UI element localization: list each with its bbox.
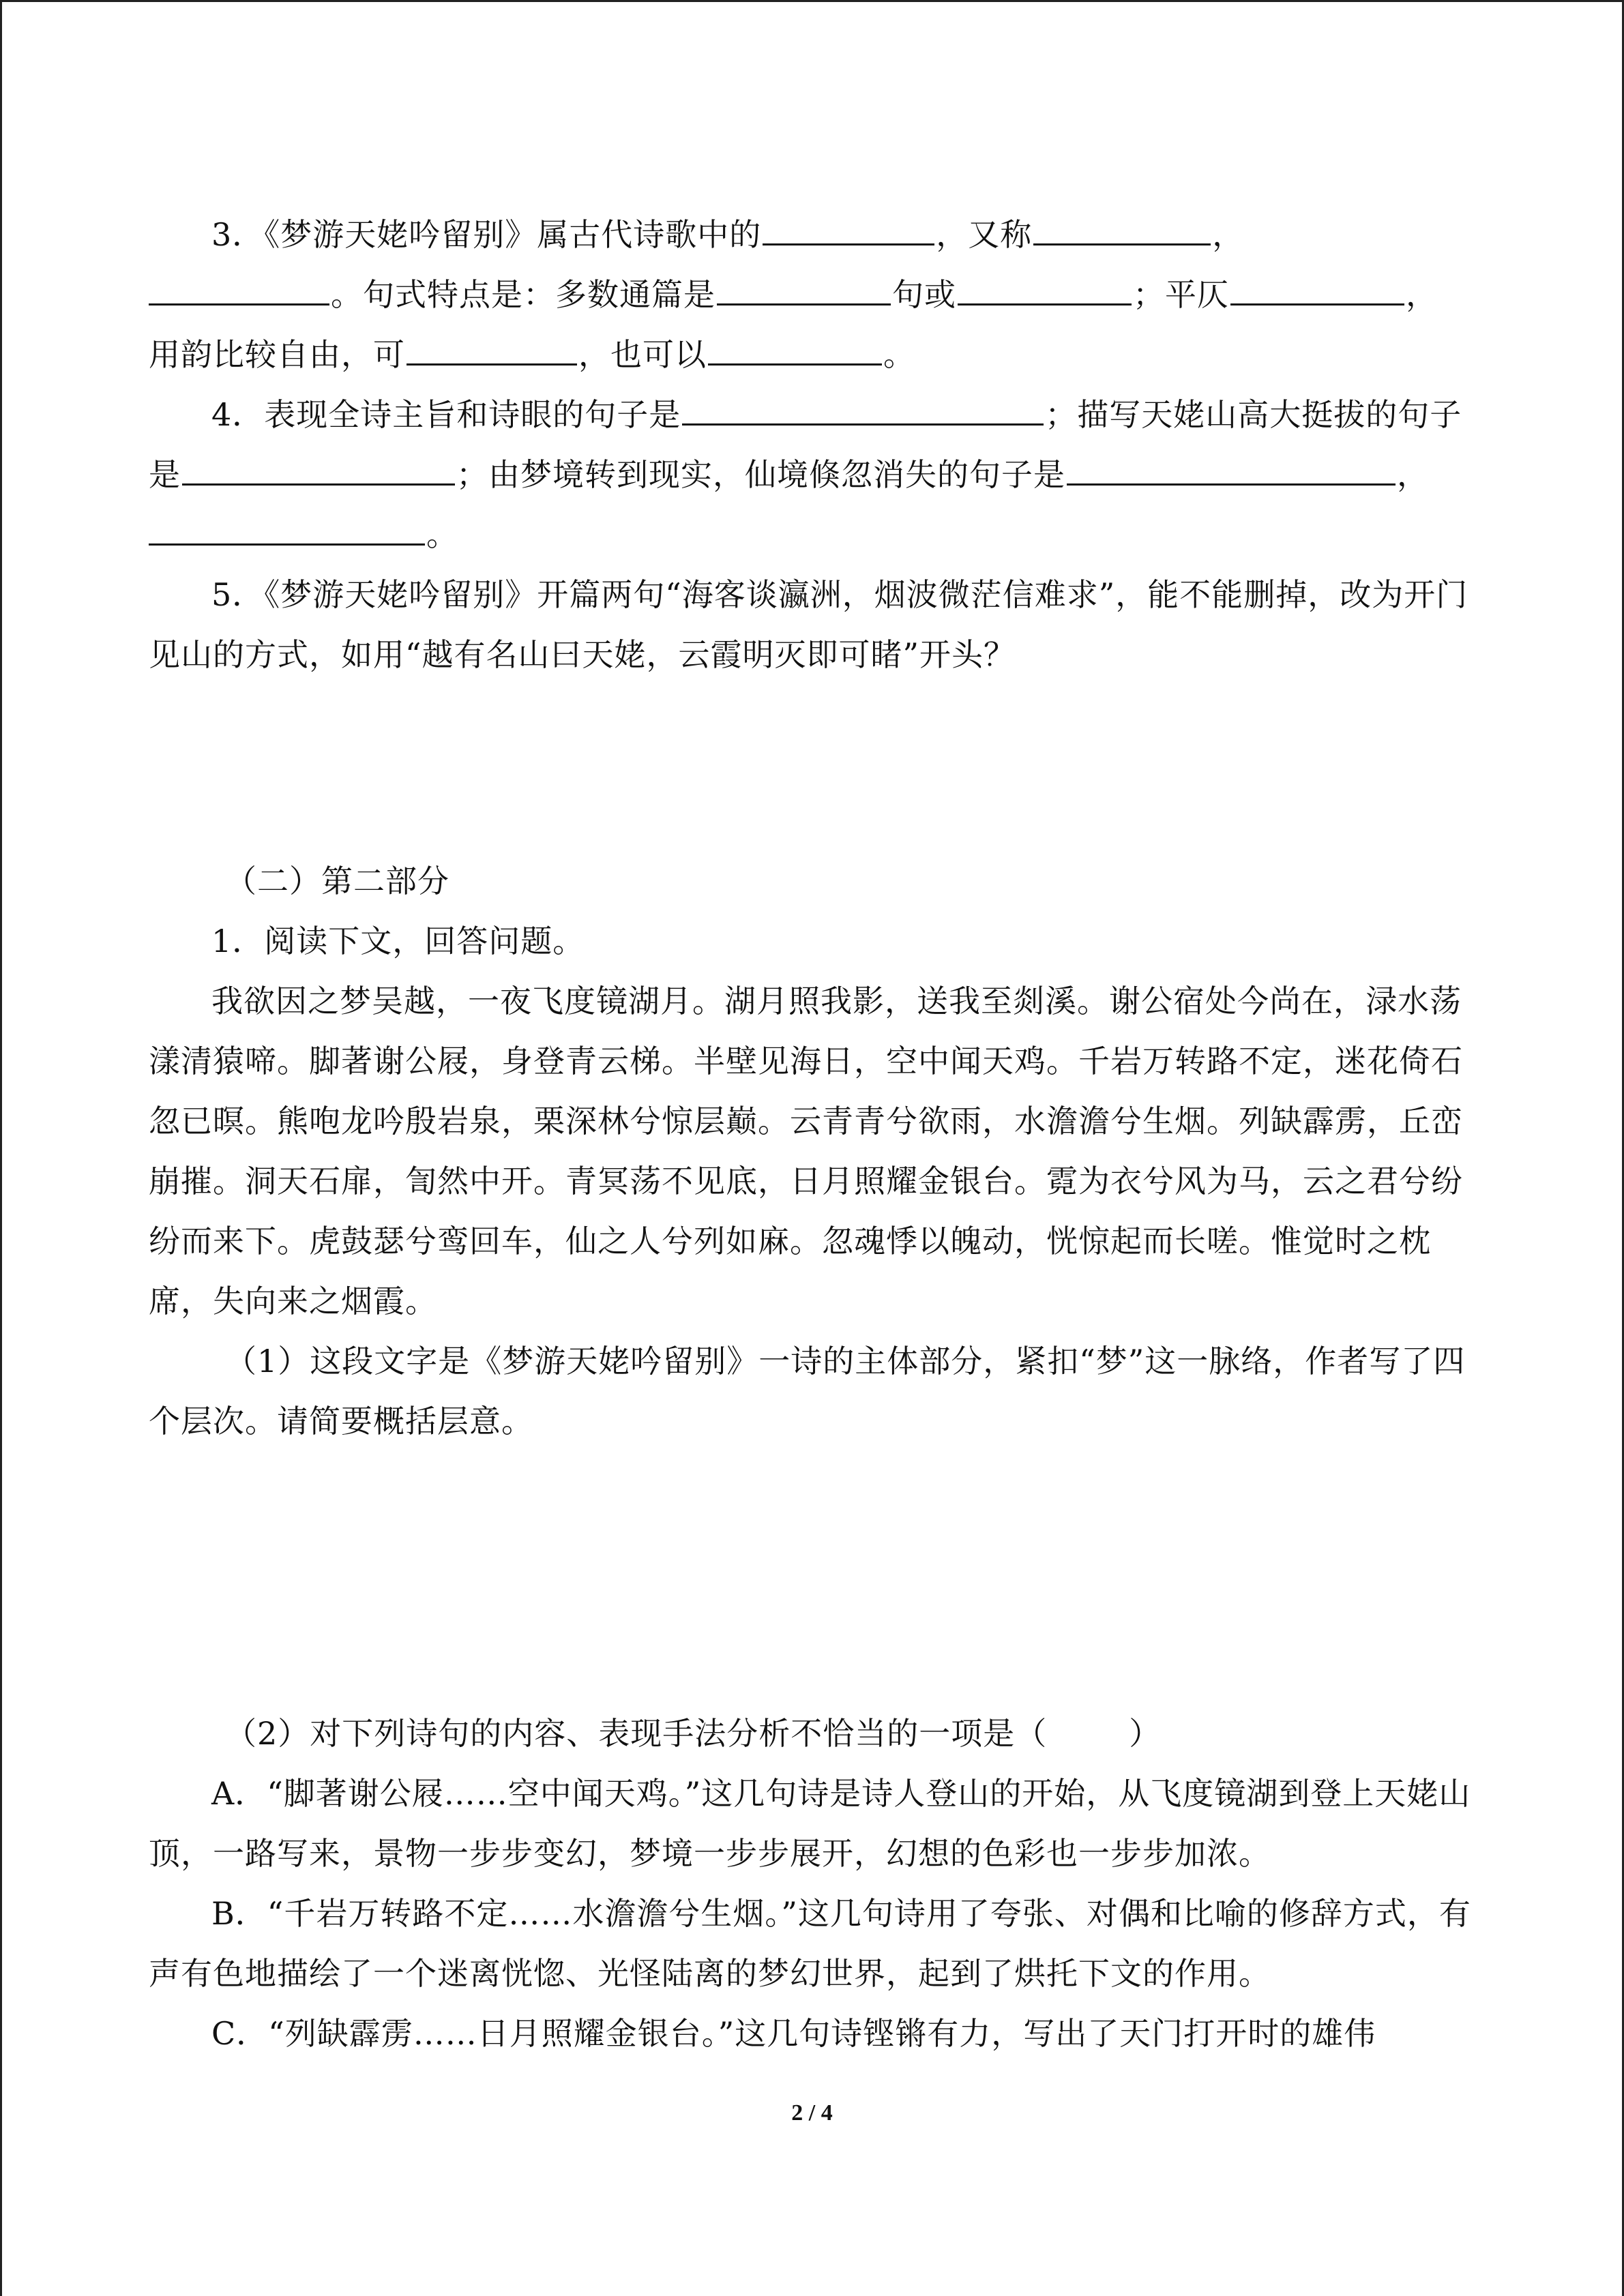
q4-text-6: 。 [426,516,458,553]
q3-text-5: 句或 [892,276,956,313]
q3-blank-3[interactable] [149,265,329,305]
option-a: A．“脚著谢公屐……空中闻天鸡。”这几句诗是诗人登山的开始，从飞度镜湖到登上天姥山顶，一路写来，景物一步步变幻，梦境一步步展开，幻想的色彩也一步步加浓。 [149,1775,1471,1872]
q3-blank-6[interactable] [1230,265,1404,305]
q3-text-8: 用韵比较自由，可 [149,336,405,373]
answer-space-sub1[interactable] [149,1451,1475,1703]
q4-blank-2[interactable] [182,445,455,486]
page-number: 2 / 4 [791,2100,833,2126]
q3-text-7: ， [1406,276,1438,313]
q4-text-3: 是 [149,456,181,493]
q3-text-2: ，又称 [936,216,1033,253]
sub-question-2 [149,1703,1475,1763]
q3-blank-4[interactable] [717,265,891,305]
question-5: 5．《梦游天姥吟留别》开篇两句“海客谈瀛洲，烟波微茫信难求”，能不能删掉，改为开门见山的方式，如用“越有名山曰天姥，云霞明灭即可睹”开头？ [149,576,1468,673]
q3-text-1: 3．《梦游天姥吟留别》属古代诗歌中的 [211,216,762,253]
q4-text-5: ， [1397,456,1429,493]
q3-text-3: ， [1212,216,1245,253]
sub2-text: （2）对下列诗句的内容、表现手法分析不恰当的一项是（ [225,1715,1048,1752]
q3-text-4: 。句式特点是：多数通篇是 [331,276,715,313]
q4-text-2: ；描写天姥山高大挺拔的句子 [1045,396,1462,433]
part2-q1-intro: 1．阅读下文，回答问题。 [211,923,585,959]
sub-question-1: （1）这段文字是《梦游天姥吟留别》一诗的主体部分，紧扣“梦”这一脉络，作者写了四个层次。请简要概括层意。 [149,1343,1466,1440]
answer-space-q5[interactable] [149,685,1475,851]
q4-blank-3[interactable] [1067,445,1396,486]
question-4 [149,385,1475,565]
q3-text-6: ；平仄 [1133,276,1229,313]
q4-text-4: ；由梦境转到现实，仙境倏忽消失的句子是 [456,456,1065,493]
q3-blank-7[interactable] [407,325,577,366]
q3-blank-2[interactable] [1033,205,1211,245]
q4-blank-4[interactable] [149,505,425,546]
poem-passage: 我欲因之梦吴越，一夜飞度镜湖月。湖月照我影，送我至剡溪。谢公宿处今尚在，渌水荡漾清猿啼。脚著谢公屐，身登青云梯。半壁见海日，空中闻天鸡。千岩万转路不定，迷花倚石忽已暝。熊咆龙吟殷岩泉，栗深林兮惊层巅。云青青兮欲雨，水澹澹兮生烟。列缺霹雳，丘峦崩摧。洞天石扉，訇然中开。青冥荡不见底，日月照耀金银台。霓为衣兮风为马，云之君兮纷纷而来下。虎鼓瑟兮鸾回车，仙之人兮列如麻。忽魂悸以魄动，恍惊起而长嗟。惟觉时之枕席，失向来之烟霞。 [149,983,1463,1320]
part2-heading: （二）第二部分 [225,863,449,899]
option-c: C．“列缺霹雳……日月照耀金银台。”这几句诗铿锵有力，写出了天门打开时的雄伟 [211,2015,1376,2052]
q4-text-1: 4．表现全诗主旨和诗眼的句子是 [211,396,681,433]
q3-text-9: ，也可以 [578,336,707,373]
q4-blank-1[interactable] [682,385,1044,426]
q3-text-10: 。 [883,336,915,373]
sub2-close: ） [1129,1715,1162,1752]
q3-blank-5[interactable] [958,265,1132,305]
question-3 [149,205,1475,385]
option-b: B．“千岩万转路不定……水澹澹兮生烟。”这几句诗用了夸张、对偶和比喻的修辞方式，有声有色地描绘了一个迷离恍惚、光怪陆离的梦幻世界，起到了烘托下文的作用。 [149,1895,1471,1992]
q3-blank-1[interactable] [763,205,934,245]
document-body [149,205,1475,2063]
q3-blank-8[interactable] [708,325,882,366]
